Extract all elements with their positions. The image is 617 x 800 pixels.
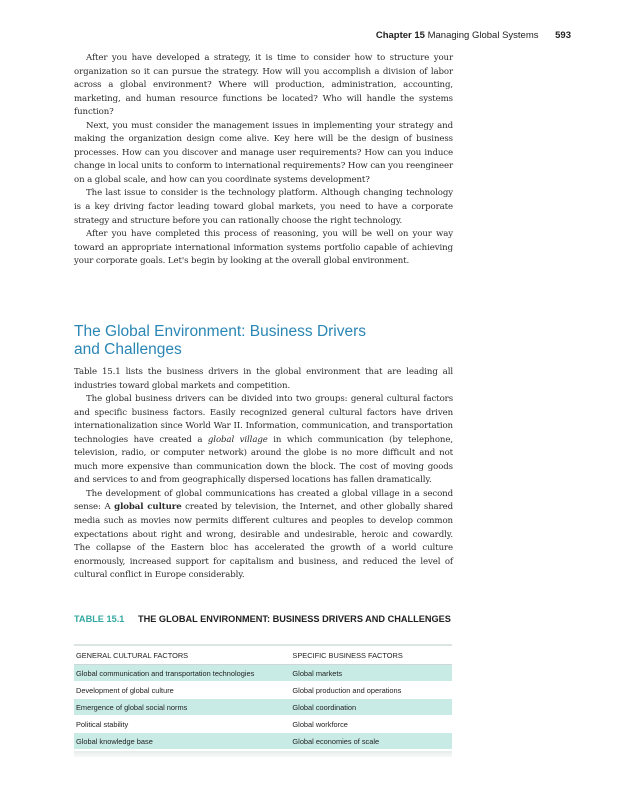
paragraph: After you have developed a strategy, it is time to consider how to structure your organization so it can pursue the strategy. How will you accomplish a division of labor across a global environment? Where will production, administration, accounting, marketing, and human resource functions be located? Who will handle the systems function? — [74, 53, 453, 118]
text-run: The global business drivers can be divided into two groups: general cultural factors and specific business factors. Easily recognized general cultural factors have driven internationalization since World War II. Information, communication, and transportation technologies have created a — [74, 394, 453, 445]
table-cell: Global workforce — [292, 719, 348, 729]
table-cell: Global communication and transportation technologies — [76, 668, 255, 678]
running-head — [376, 30, 571, 41]
text-run: created by television, the Internet, and other globally shared media such as movies now permits different cultures and peoples to develop common expectations about right and wrong, desirable and undesirable, heroic and cowardly. The collapse of the Eastern bloc has accelerated the growth of a world culture enormously, increased support for capitalism and business, and reduced the level of cultural conflict in Europe considerably. — [74, 502, 453, 581]
table-cell: Global markets — [292, 668, 343, 678]
table-title: THE GLOBAL ENVIRONMENT: BUSINESS DRIVERS AND CHALLENGES — [138, 614, 451, 624]
text-run: in which communication (by telephone, television, radio, or computer network) around the globe is no more difficult and not much more expensive than communication down the block. The cost of moving goods and services to and from geographically dispersed locations has fallen dramatically. — [74, 434, 453, 486]
table-bottom-rule — [74, 751, 452, 757]
section-text — [74, 366, 453, 583]
paragraph: The last issue to consider is the technology platform. Although changing technology is a key driving factor leading toward global markets, you need to have a corporate strategy and structure before you can rationally choose the right technology. — [74, 188, 453, 226]
table-row — [74, 716, 452, 733]
table-caption — [74, 614, 454, 626]
chapter-title: Managing Global Systems — [427, 30, 539, 41]
table-header-row — [74, 646, 452, 665]
table-row — [74, 733, 452, 750]
section-heading — [74, 323, 474, 359]
text-run: The development of global communications has created a global village in a second sense: A — [74, 488, 453, 513]
paragraph: After you have completed this process of reasoning, you will be well on your way toward an appropriate international information systems portfolio capable of achieving your corporate goals. Let's begin by looking at the overall global environment. — [74, 229, 453, 267]
column-header: GENERAL CULTURAL FACTORS — [76, 650, 189, 660]
page-number: 593 — [555, 30, 571, 41]
key-term-global-culture: global culture — [114, 502, 182, 513]
drivers-table — [74, 644, 452, 757]
table-row — [74, 665, 452, 682]
table-label: TABLE 15.1 — [74, 614, 125, 624]
section-heading-line1: The Global Environment: Business Drivers — [74, 323, 367, 340]
paragraph — [74, 488, 453, 583]
paragraph: Next, you must consider the management issues in implementing your strategy and making the organization design come alive. Key here will be the design of business processes. How can you discover and manage user requirements? How can you induce change in local units to conform to international requirements? How can you reengineer on a global scale, and how can you coordinate systems development? — [74, 120, 453, 185]
table-cell: Global coordination — [292, 702, 357, 712]
paragraph — [74, 393, 453, 488]
section-heading-line2: and Challenges — [74, 341, 182, 358]
table-row — [74, 682, 452, 699]
table-row — [74, 699, 452, 716]
intro-text — [74, 52, 453, 269]
column-header: SPECIFIC BUSINESS FACTORS — [292, 650, 403, 660]
chapter-label: Chapter 15 — [375, 30, 425, 41]
table-cell: Global production and operations — [292, 685, 402, 695]
table-cell: Emergence of global social norms — [76, 702, 188, 712]
table-cell: Global economies of scale — [292, 736, 380, 746]
paragraph: Table 15.1 lists the business drivers in the global environment that are leading all industries toward global markets and competition. — [74, 367, 453, 391]
table-cell: Political stability — [76, 719, 129, 729]
emphasis-global-village: global village — [207, 434, 268, 445]
table-cell: Development of global culture — [76, 685, 174, 695]
table-cell: Global knowledge base — [76, 736, 153, 746]
